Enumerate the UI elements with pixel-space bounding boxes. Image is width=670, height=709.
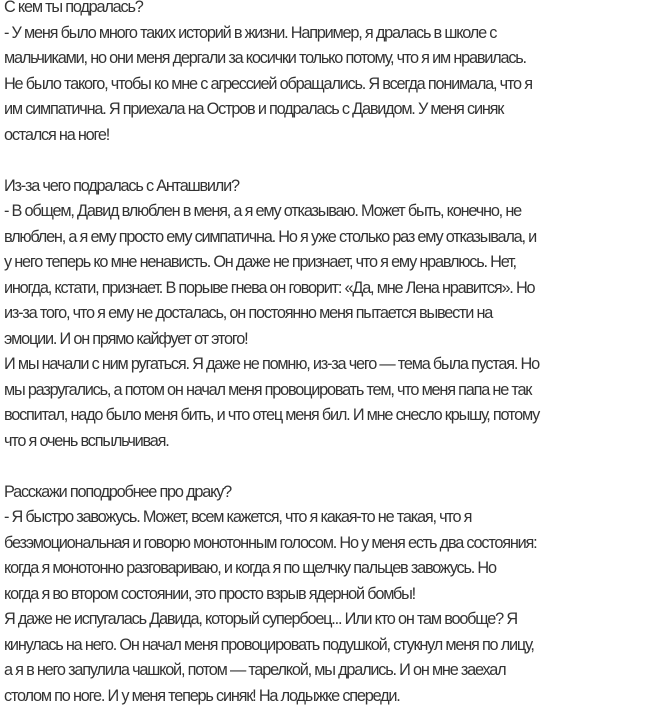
- answer-3-line-1: - Я быстро завожусь. Может, всем кажется, что я какая-то не такая, что я: [4, 505, 670, 531]
- question-1: С кем ты подралась?: [4, 0, 670, 21]
- answer-2-line-3: у него теперь ко мне ненависть. Он даже не признает, что я ему нравлюсь. Нет,: [4, 250, 670, 276]
- answer-2-line-2: влюблен, а я ему просто ему симпатична. Но я уже столько раз ему отказывала, и: [4, 225, 670, 251]
- answer-2-line-6: эмоции. И он прямо кайфует от этого!: [4, 327, 670, 353]
- question-2: Из-за чего подралась с Анташвили?: [4, 174, 670, 200]
- answer-3-line-5: Я даже не испугалась Давида, который супербоец... Или кто он там вообще? Я: [4, 607, 670, 633]
- answer-3-line-2: безэмоциональная и говорю монотонным голосом. Но у меня есть два состояния:: [4, 531, 670, 557]
- answer-2-line-1: - В общем, Давид влюблен в меня, а я ему отказываю. Может быть, конечно, не: [4, 199, 670, 225]
- answer-1-line-2: мальчиками, но они меня дергали за косички только потому, что я им нравилась.: [4, 46, 670, 72]
- answer-3-line-8: столом по ноге. И у меня теперь синяк! На лодыжке спереди.: [4, 684, 670, 709]
- answer-3-line-6: кинулась на него. Он начал меня провоцировать подушкой, стукнул меня по лицу,: [4, 633, 670, 659]
- answer-1-line-4: им симпатична. Я приехала на Остров и подралась с Давидом. У меня синяк: [4, 97, 670, 123]
- question-3: Расскажи поподробнее про драку?: [4, 480, 670, 506]
- answer-2-line-5: из-за того, что я ему не досталась, он постоянно меня пытается вывести на: [4, 301, 670, 327]
- paragraph-gap: [4, 454, 670, 480]
- answer-3-line-7: а я в него запулила чашкой, потом — тарелкой, мы дрались. И он мне заехал: [4, 658, 670, 684]
- answer-2-line-8: мы разругались, а потом он начал меня провоцировать тем, что меня папа не так: [4, 378, 670, 404]
- paragraph-gap: [4, 148, 670, 174]
- answer-3-line-4: когда я во втором состоянии, это просто взрыв ядерной бомбы!: [4, 582, 670, 608]
- answer-2-line-7: И мы начали с ним ругаться. Я даже не помню, из-за чего — тема была пустая. Но: [4, 352, 670, 378]
- answer-2-line-4: иногда, кстати, признает. В порыве гнева он говорит: «Да, мне Лена нравится». Но: [4, 276, 670, 302]
- answer-2-line-9: воспитал, надо было меня бить, и что отец меня бил. И мне снесло крышу, потому: [4, 403, 670, 429]
- answer-1-line-5: остался на ноге!: [4, 123, 670, 149]
- answer-1-line-1: - У меня было много таких историй в жизни. Например, я дралась в школе с: [4, 21, 670, 47]
- answer-1-line-3: Не было такого, чтобы ко мне с агрессией обращались. Я всегда понимала, что я: [4, 72, 670, 98]
- answer-2-line-10: что я очень вспыльчивая.: [4, 429, 670, 455]
- answer-3-line-3: когда я монотонно разговариваю, и когда я по щелчку пальцев завожусь. Но: [4, 556, 670, 582]
